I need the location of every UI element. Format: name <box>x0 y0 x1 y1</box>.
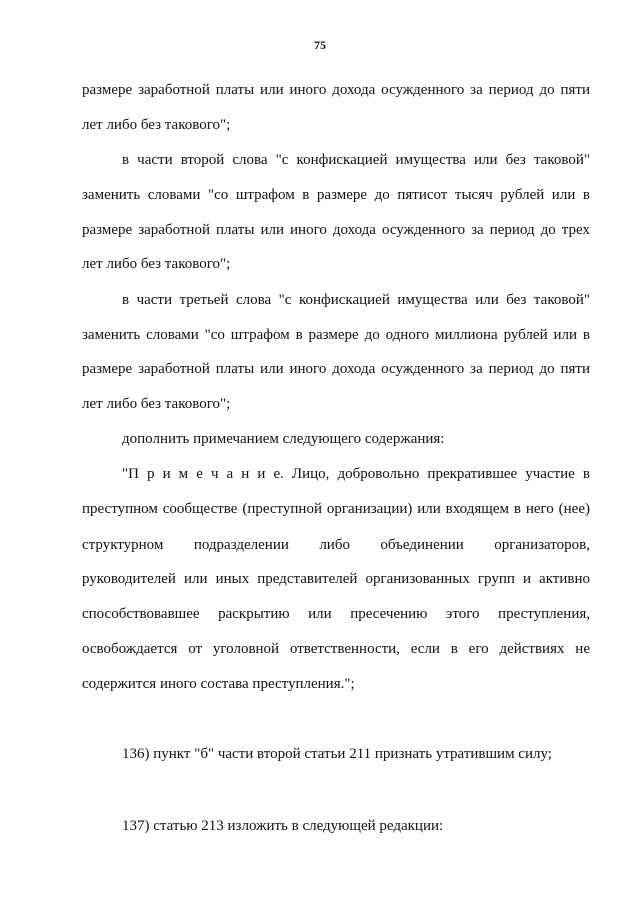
text-line: освобождается от уголовной ответственности, если в его действиях не <box>82 641 590 657</box>
text-line: заменить словами "со штрафом в размере до пятисот тысяч рублей или в <box>82 187 590 203</box>
text-line: "П р и м е ч а н и е. Лицо, добровольно прекратившее участие в <box>122 466 590 482</box>
text-line: руководителей или иных представителей организованных групп и активно <box>82 571 590 587</box>
text-line: дополнить примечанием следующего содержания: <box>122 431 445 447</box>
text-line: 137) статью 213 изложить в следующей редакции: <box>122 818 444 834</box>
text-line: 136) пункт "б" части второй статьи 211 признать утратившим силу; <box>122 746 552 762</box>
text-line: способствовавшее раскрытию или пресечению этого преступления, <box>82 606 590 622</box>
text-line: размере заработной платы или иного дохода осужденного за период до пяти <box>82 361 590 377</box>
text-line: заменить словами "со штрафом в размере до одного миллиона рублей или в <box>82 327 590 343</box>
text-line: лет либо без такового"; <box>82 396 231 412</box>
text-line: структурном подразделении либо объединении организаторов, <box>82 537 590 553</box>
text-line: лет либо без такового"; <box>82 256 231 272</box>
text-line: содержится иного состава преступления."; <box>82 676 355 692</box>
text-line: лет либо без такового"; <box>82 117 231 133</box>
text-line: преступном сообществе (преступной организации) или входящем в него (нее) <box>82 501 590 517</box>
text-line: размере заработной платы или иного дохода осужденного за период до пяти <box>82 82 590 98</box>
page-number: 75 <box>314 38 326 52</box>
text-line: в части третьей слова "с конфискацией имущества или без таковой" <box>122 292 590 308</box>
text-line: в части второй слова "с конфискацией имущества или без таковой" <box>122 152 590 168</box>
text-line: размере заработной платы или иного дохода осужденного за период до трех <box>82 222 590 238</box>
